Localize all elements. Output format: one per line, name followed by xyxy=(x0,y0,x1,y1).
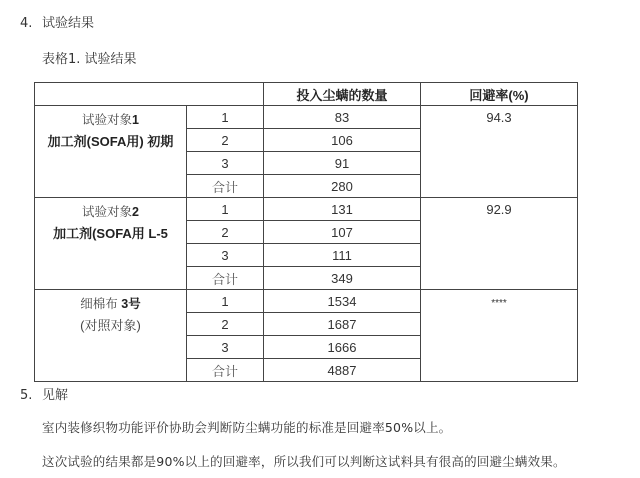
table-header-row xyxy=(35,83,578,106)
trial-cell: 1 xyxy=(187,106,264,129)
rate-cell: **** xyxy=(421,290,578,382)
paragraph-standard: 室内装修织物功能评价协助会判断防尘螨功能的标准是回避率50%以上。 xyxy=(42,420,452,435)
count-cell: 1534 xyxy=(264,290,421,313)
header-avoidance-rate: 回避率(%) xyxy=(421,83,578,106)
section-number: 4. xyxy=(20,16,33,31)
group-label xyxy=(35,198,187,290)
header-mite-count: 投入尘螨的数量 xyxy=(264,83,421,106)
section-number: 5. xyxy=(20,388,33,403)
table-row xyxy=(35,106,578,129)
group-label-line2: (对照对象) xyxy=(80,318,141,333)
section-4-heading xyxy=(20,12,94,31)
count-cell: 1687 xyxy=(264,313,421,336)
count-cell: 107 xyxy=(264,221,421,244)
total-label-cell: 合计 xyxy=(187,359,264,382)
trial-cell: 2 xyxy=(187,221,264,244)
total-count-cell: 280 xyxy=(264,175,421,198)
trial-cell: 2 xyxy=(187,129,264,152)
count-cell: 91 xyxy=(264,152,421,175)
paragraph-conclusion: 这次试验的结果都是90%以上的回避率，所以我们可以判断这试料具有很高的回避尘螨效果。 xyxy=(42,454,566,469)
trial-cell: 3 xyxy=(187,152,264,175)
trial-cell: 2 xyxy=(187,313,264,336)
count-cell: 106 xyxy=(264,129,421,152)
header-blank xyxy=(35,83,264,106)
total-label-cell: 合计 xyxy=(187,175,264,198)
trial-cell: 1 xyxy=(187,290,264,313)
section-5-heading xyxy=(20,384,68,403)
section-title: 试验结果 xyxy=(42,16,95,31)
table-caption: 表格1. 试验结果 xyxy=(42,52,137,67)
trial-cell: 1 xyxy=(187,198,264,221)
table-row xyxy=(35,198,578,221)
group-label-line1: 试验对象1 xyxy=(82,113,139,127)
table-row xyxy=(35,290,578,313)
count-cell: 131 xyxy=(264,198,421,221)
total-count-cell: 4887 xyxy=(264,359,421,382)
rate-cell: 92.9 xyxy=(421,198,578,290)
section-title: 见解 xyxy=(42,388,69,403)
group-label-line1: 细棉布 3号 xyxy=(80,297,141,311)
total-count-cell: 349 xyxy=(264,267,421,290)
total-label-cell: 合计 xyxy=(187,267,264,290)
count-cell: 1666 xyxy=(264,336,421,359)
group-label xyxy=(35,290,187,382)
count-cell: 83 xyxy=(264,106,421,129)
rate-cell: 94.3 xyxy=(421,106,578,198)
count-cell: 111 xyxy=(264,244,421,267)
group-label xyxy=(35,106,187,198)
results-table xyxy=(34,82,578,382)
group-label-line2: 加工剂(SOFA用 L-5 xyxy=(53,226,168,241)
group-label-line2: 加工剂(SOFA用) 初期 xyxy=(47,134,174,149)
group-label-line1: 试验对象2 xyxy=(82,205,139,219)
trial-cell: 3 xyxy=(187,336,264,359)
trial-cell: 3 xyxy=(187,244,264,267)
